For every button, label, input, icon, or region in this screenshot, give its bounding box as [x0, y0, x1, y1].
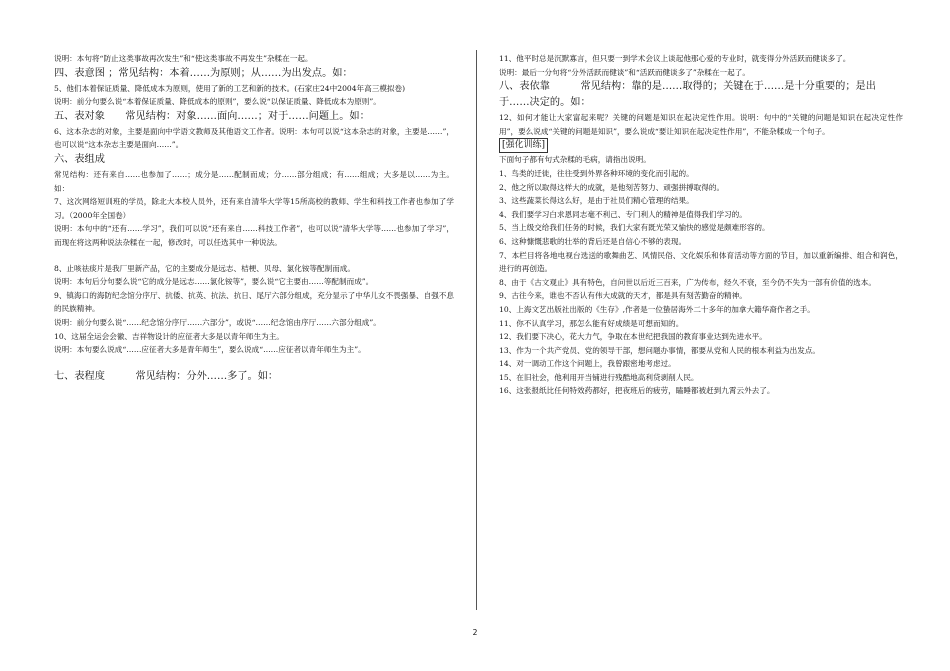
spacer — [54, 250, 454, 262]
section-box-label: [强化训练] — [499, 138, 548, 153]
paragraph: 13、作为一个共产党员、党的领导干部，想问题办事情，都要从党和人民的根本利益为出发点。 — [499, 345, 821, 355]
paragraph: 说明：前分句要么说“……纪念馆分序厅……六部分”，或说“……纪念馆由序厅……六部分组成”。 — [54, 317, 381, 327]
paragraph: 11、他平时总是沉默寡言，但只要一到学术会议上谈起他那心爱的专业时，就变得分外活跃而健谈多了。 — [499, 54, 851, 63]
paragraph: 说明：本句将“防止这类事故再次发生”和“使这类事故不再发生”杂糅在一起。 — [54, 54, 313, 63]
paragraph: 6、这种慷慨悲歌的壮举的背后还是自信心不够的表现。 — [499, 236, 687, 246]
paragraph: 10、这届全运会会徽、吉祥物设计的应征者大多是以青年师生为主。 — [54, 331, 284, 341]
page-number: 2 — [472, 628, 478, 637]
paragraph: 常见结构：还有来自……也参加了……；成分是……配制而成；分……部分组成；有……组成；大多是以……为主。如： — [54, 169, 454, 193]
paragraph: 16、这张报纸比任何特效药都好，把夜班后的疲劳，瞌睡都被赶到九霄云外去了。 — [499, 386, 775, 396]
left-column — [54, 52, 454, 385]
paragraph: 8、由于《古文观止》具有特色，自问世以后近三百来，广为传布，经久不衰，至今仍不失为一部有价值的选本。 — [499, 277, 876, 287]
column-divider — [476, 50, 477, 610]
paragraph: 说明：本句要么说成“……应征者大多是青年师生”，要么说成“……应征者以青年师生为主”。 — [54, 345, 366, 355]
section-heading: 七、表程度 常见结构：分外……多了。如： — [54, 370, 279, 382]
section-heading: 四、表意图 ；常见结构：本着……为原则；从……为出发点。如： — [54, 67, 353, 79]
paragraph: 9、镇海口的海防纪念馆分序厅、抗倭、抗英、抗法、抗日、尾厅六部分组成，充分显示了中华儿女不畏强暴、自强不息的民族精神。 — [54, 290, 454, 314]
paragraph: 9、古往今来，谁也不否认有伟大成就的天才，都是具有刻苦勤奋的精神。 — [499, 291, 747, 301]
paragraph: 10、上海文艺出版社出版的《生存》,作者是一位蛰居海外二十多年的加拿大籍华裔作者之手。 — [499, 304, 815, 314]
paragraph: 3、这些蔬菜长得这么好，是由于社员们精心管理的结果。 — [499, 196, 694, 206]
paragraph: 8、止咳祛痰片是我厂里新产品，它的主要成分是远志、桔梗、贝母、氯化铵等配制而成。 — [54, 263, 355, 273]
paragraph: 7、本栏目将各地电视台选送的歌舞曲艺、风情民俗、文化娱乐和体育活动等方面的节目，加以重新编排、组合和润色，进行的再创造。 — [499, 250, 903, 274]
paragraph: 5、他们本着保证质量、降低成本为原则，使用了新的工艺和新的技术。(石家庄24中2004年高三模拟卷) — [54, 83, 406, 93]
paragraph: 14、对一调动工作这个问题上，我曾跟密地考虑过。 — [499, 359, 676, 369]
right-column — [499, 52, 903, 398]
section-heading: 六、表组成 — [54, 153, 105, 165]
paragraph: 1、鸟类的迁徙，往往受到外界各种环境的变化而引起的。 — [499, 168, 694, 178]
paragraph: 11、你不认真学习，那怎么能有好成绩是可想而知的。 — [499, 318, 684, 328]
paragraph: 4、我们要学习白求恩同志毫不利己、专门利人的精神是值得我们学习的。 — [499, 209, 747, 219]
paragraph: 2、他之所以取得这样大的成就，是他刻苦努力、顽强拼搏取得的。 — [499, 182, 725, 192]
spacer — [54, 357, 454, 369]
boxed-heading — [499, 138, 903, 153]
paragraph: 12、我们要下决心，花大力气，争取在本世纪把我国的教育事业达到先进水平。 — [499, 332, 767, 342]
paragraph: 12、如何才能让大家富起来呢？关键的问题是知识在起决定性作用。说明：句中的“关键的问题是知识在起决定性作用”，要么说成“关键的问题是知识”，要么说成“要让知识在起决定性作用”，不能杂糅成一个句子。 — [499, 113, 903, 136]
paragraph: 说明：本句后分句要么说“它的成分是远志……氯化铵等”，要么说“它主要由……等配制而成”。 — [54, 277, 374, 287]
paragraph: 说明：本句中的“还有……学习”，我们可以说“还有来自……科技工作者”，也可以说“清华大学等……也参加了学习”，而现在将这两种说法杂糅在一起，修改时，可以任选其中一种说法。 — [54, 224, 454, 247]
section-heading: 五、表对象 常见结构：对象……面向……；对于……问题上。如： — [54, 110, 370, 122]
paragraph: 5、当上级交给我们任务的时候，我们大家有既光荣又愉快的感觉是颇难形容的。 — [499, 223, 770, 233]
paragraph: 说明：最后一分句将“分外活跃而健谈”和“活跃而健谈多了”杂糅在一起了。 — [499, 67, 750, 77]
paragraph: 6、这本杂志的对象，主要是面向中学语文教师及其他语文工作者。说明：本句可以说“这本杂志的对象，主要是……”，也可以说“这本杂志主要是面向……”。 — [54, 126, 454, 150]
paragraph: 15、在旧社会，他利用开当铺进行残酷地高利贷剥削人民。 — [499, 372, 699, 382]
paragraph: 7、这次网络短训班的学员，除北大本校人员外，还有来自清华大学等15所高校的教师、学生和科技工作者也参加了学习。（2000年全国卷） — [54, 197, 454, 220]
paragraph: 下面句子都有句式杂糅的毛病，请指出说明。 — [499, 155, 651, 165]
paragraph: 说明：前分句要么说“本着保证质量、降低成本的原则”，要么说“以保证质量、降低成本为原则”。 — [54, 97, 381, 107]
section-heading: 八、表依靠 常见结构：靠的是……取得的；关键在于……是十分重要的；是出于……决定的。如： — [499, 81, 876, 109]
